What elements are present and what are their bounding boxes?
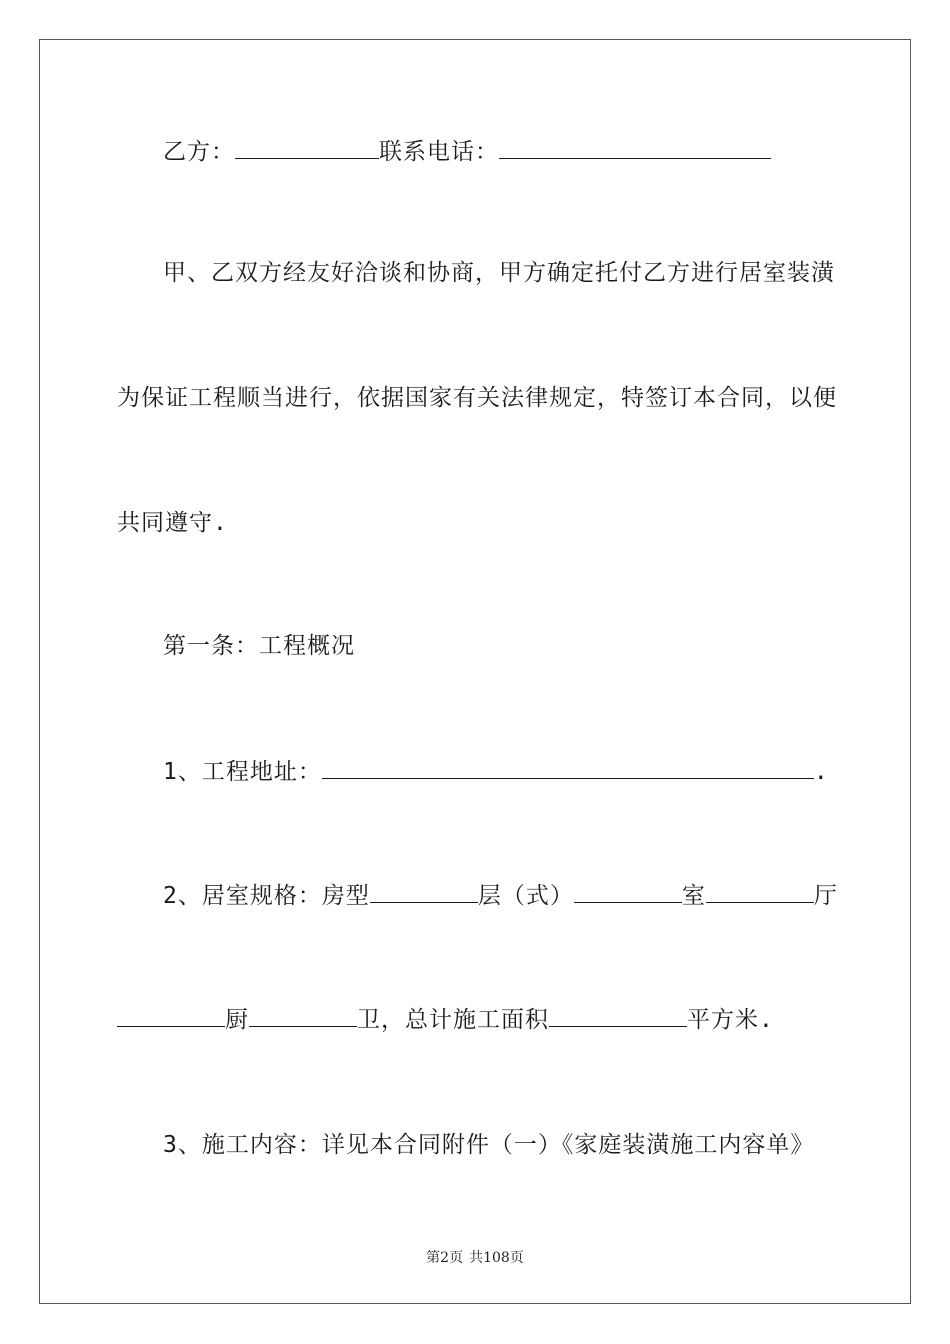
item-1-label: 1、工程地址： [163,759,322,785]
page-total: 共108页 [469,1250,524,1266]
page-footer [0,1247,950,1267]
party-b-line [163,137,771,167]
bath-count-blank [249,1005,357,1027]
item-2-label: 2、居室规格：房型 [163,883,370,909]
item-2-specs-cont [117,1005,774,1035]
area-blank [549,1005,687,1027]
page-frame [39,39,911,1304]
bath-area-label: 卫，总计施工面积 [357,1007,549,1033]
paragraph-line-1: 甲、乙双方经友好洽谈和协商，甲方确定托付乙方进行居室装潢 [163,260,835,286]
room-blank [574,881,682,903]
hall-blank [706,881,814,903]
kitchen-label: 厨 [225,1007,249,1033]
party-b-blank [235,137,379,159]
address-blank [322,757,814,779]
phone-label: 联系电话： [379,139,499,165]
item-1-end: . [813,759,829,785]
page-number: 第2页 [426,1250,464,1266]
floor-label: 层（式） [477,883,574,909]
article-1-title: 第一条：工程概况 [163,633,355,659]
area-unit: 平方米. [687,1007,774,1033]
party-b-label: 乙方： [163,139,235,165]
item-1-address [163,757,829,787]
paragraph-line-2: 为保证工程顺当进行，依据国家有关法律规定，特签订本合同，以便 [117,385,837,411]
paragraph-line-3: 共同遵守. [117,510,228,536]
item-3-content: 3、施工内容：详见本合同附件（一）《家庭装潢施工内容单》 [163,1132,815,1158]
item-2-specs [163,881,838,911]
phone-blank [499,137,771,159]
house-type-blank [370,881,478,903]
room-label: 室 [681,883,706,909]
kitchen-count-blank [117,1005,225,1027]
hall-label: 厅 [813,883,838,909]
